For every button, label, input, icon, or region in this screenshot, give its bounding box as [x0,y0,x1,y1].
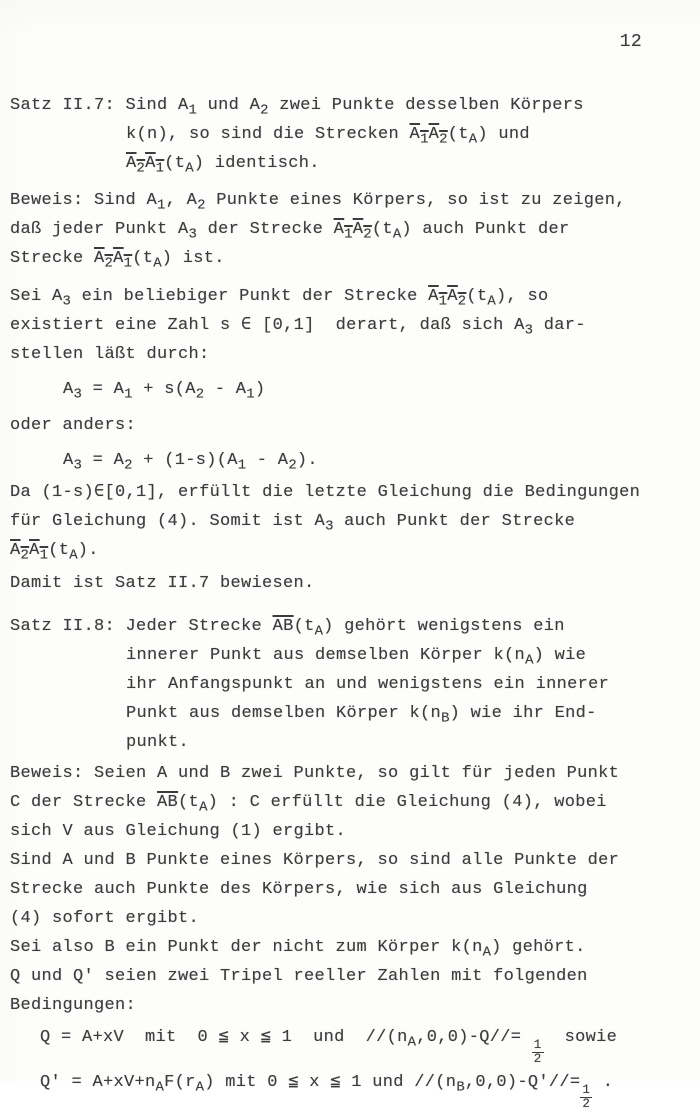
equation-line: $A_3 = A_2 + (1-s)(A_1 - A_2)$. [63,451,318,474]
equation-block [10,1023,692,1066]
subscript: 2 [439,131,448,148]
subscript: A [392,226,402,243]
subscript: 2 [457,293,467,310]
subscript: 1 [157,197,166,214]
subscript: A [314,623,324,640]
subscript: 2 [197,197,206,214]
text-line: Punkt aus demselben Körper $k(n_B)$ wie ihr End- [126,704,597,727]
subscript: 1 [420,131,429,148]
theorem-block [10,91,692,178]
subscript: 2 [136,160,146,177]
overlined-segment: $\overline{AB}$ [157,793,179,812]
text-line: Sind A und B Punkte eines Körpers, so sind alle Punkte der [10,851,620,870]
paragraph [10,569,692,598]
text-line: C der Strecke $\overline{AB}(t_A)$ : C erfüllt die Gleichung (4), wobei [10,793,607,816]
text-line: Bedingungen: [10,996,137,1015]
subscript: 3 [325,518,334,535]
subscript: 1 [188,102,198,119]
overlined-segment: $A_2A_1$ [10,541,49,564]
subscript: A [69,547,78,564]
subscript: A [185,160,194,177]
subscript: A [153,255,162,272]
subscript: 1 [124,386,133,403]
paragraph [10,282,692,369]
theorem-block [10,612,692,757]
subscript: B [441,710,450,727]
subscript: A [199,799,208,816]
equation-block [10,446,692,475]
text-line: $A_2A_1(t_A)$ identisch. [126,154,320,177]
subscript: 1 [155,160,165,177]
subscript: A [195,1079,205,1096]
fraction: $\frac{1}{2}$ [582,1083,591,1111]
subscript: A [468,131,478,148]
text-line: Da (1-s)∈[0,1], erfüllt die letzte Gleichung die Bedingungen [10,483,641,502]
text-line: Beweis: Sind $A_1$, $A_2$ Punkte eines Körpers, so ist zu zeigen, [10,191,626,214]
satz-label: Satz II.7: [10,96,126,115]
subscript: 2 [195,386,205,403]
subscript: 2 [20,547,30,564]
page-body [10,91,692,1111]
text-line: Strecke auch Punkte des Körpers, wie sich aus Gleichung [10,880,588,899]
text-line: Satz II.8: Jeder Strecke $\overline{AB}(t_A)$ gehört wenigstens ein [10,617,565,640]
satz-label: Satz II.8: [10,617,126,636]
subscript: 2 [363,226,372,243]
equation-block [10,1068,692,1111]
text-line: Sei also B ein Punkt der nicht zum Körper $k(n_A)$ gehört. [10,938,586,961]
text-line: innerer Punkt aus demselben Körper $k(n_A)$ wie [126,646,587,669]
overlined-segment: $A_2A_1$ [94,249,133,272]
subscript: 1 [246,386,255,403]
text-line: sich V aus Gleichung (1) ergibt. [10,822,347,841]
subscript: 3 [524,322,534,339]
subscript: 1 [39,547,49,564]
subscript: A [482,944,492,961]
subscript: 2 [288,457,297,474]
text-line: (4) sofort ergibt. [10,909,200,928]
subscript: 3 [188,226,198,243]
page-number: 12 [619,32,642,52]
text-line: punkt. [126,733,190,752]
text-line: $A_2A_1(t_A)$. [10,541,99,564]
text-line: für Gleichung (4). Somit ist $A_3$ auch Punkt der Strecke [10,512,576,535]
text-line: Strecke $A_2A_1(t_A)$ ist. [10,249,225,272]
equation-block [10,375,692,404]
overlined-segment: $A_1A_2$ [409,125,448,148]
subscript: 1 [344,226,353,243]
text-line: Sei $A_3$ ein beliebiger Punkt der Strecke $A_1A_2(t_A)$, so [10,287,549,310]
subscript: B [456,1079,465,1096]
text-line: Satz II.7: Sind $A_1$ und $A_2$ zwei Punkte desselben Körpers [10,96,584,119]
equation-line: $A_3 = A_1 + s(A_2 - A_1)$ [63,380,266,403]
paragraph [10,478,692,565]
subscript: A [525,652,534,669]
equation-line: Q = A+xV mit 0 ≦ x ≦ 1 und $//(n_A,0,0)-Q//=$ $\frac{1}{2}$ sowie [40,1028,618,1067]
text-line: k(n), so sind die Strecken $A_1A_2(t_A)$ und [126,125,530,148]
subscript: A [407,1034,417,1051]
subscript: 1 [237,457,247,474]
equation-line: $Q' = A+xV+n_AF(r_A)$ mit 0 ≦ x ≦ 1 und $//(n_B,0,0)-Q'//=$ $\frac{1}{2}$ . [40,1072,614,1111]
overlined-segment: $\overline{AB}$ [272,617,294,636]
overlined-segment: $A_2A_1$ [126,154,165,177]
text-line: stellen läßt durch: [10,345,210,364]
subscript: 3 [73,386,83,403]
subscript: 1 [438,293,448,310]
text-line: oder anders: [10,416,137,435]
paragraph [10,411,692,440]
subscript: A [155,1079,165,1096]
paragraph [10,186,692,273]
text-line: Damit ist Satz II.7 bewiesen. [10,574,315,593]
subscript: 3 [62,293,72,310]
paragraph [10,759,692,1020]
subscript: 2 [104,255,114,272]
text-line: daß jeder Punkt $A_3$ der Strecke $A_1A_2(t_A)$ auch Punkt der [10,220,570,243]
text-line: ihr Anfangspunkt an und wenigstens ein innerer [126,675,610,694]
text-line: Beweis: Seien A und B zwei Punkte, so gilt für jeden Punkt [10,764,620,783]
text-line: existiert eine Zahl s ∈ [0,1] derart, daß sich $A_3$ dar- [10,316,586,339]
subscript: 3 [73,457,83,474]
subscript: 1 [123,255,133,272]
page-header [10,32,692,58]
fraction: $\frac{1}{2}$ [533,1038,542,1067]
subscript: A [487,293,496,310]
overlined-segment: $A_1A_2$ [333,220,372,243]
overlined-segment: $A_1A_2$ [428,287,467,310]
subscript: 2 [260,102,269,119]
subscript: 2 [124,457,133,474]
text-line: Q und Q' seien zwei Tripel reeller Zahlen mit folgenden [10,967,588,986]
